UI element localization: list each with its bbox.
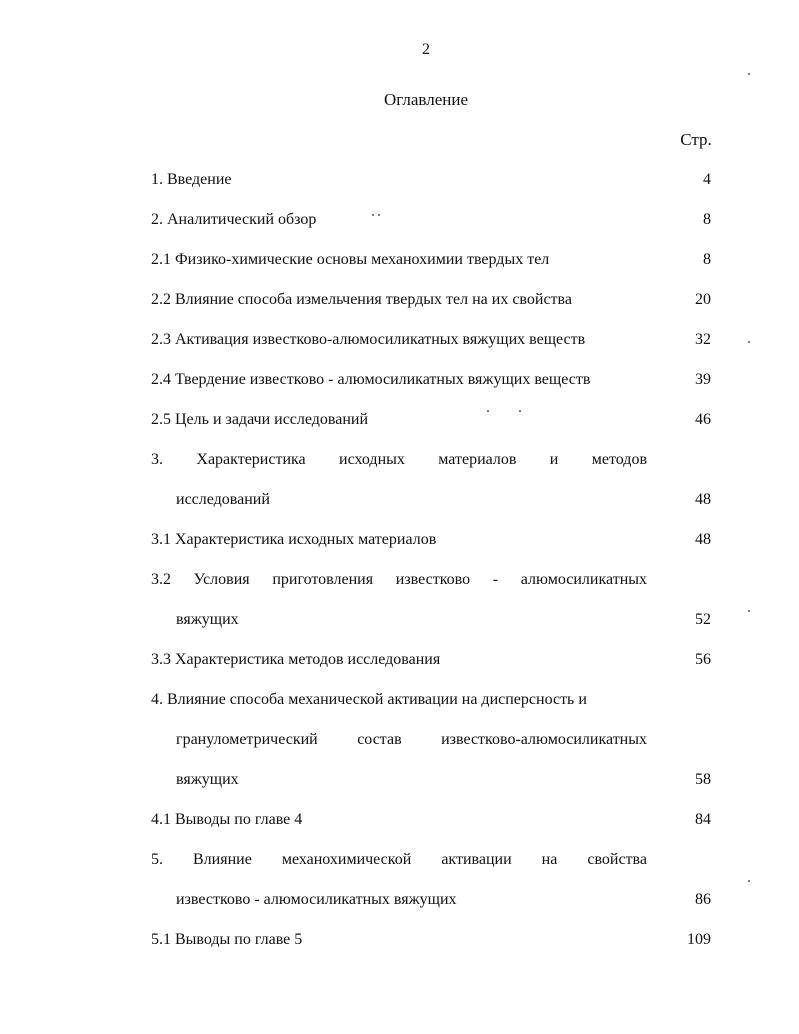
toc-entry-page: 46: [695, 411, 711, 428]
toc-line: [151, 406, 731, 446]
toc-line: [151, 766, 731, 806]
toc-entry-text: 3.2 Условия приготовления известково - алюмосиликатных: [151, 571, 647, 588]
toc-entry-page: 32: [695, 331, 711, 348]
toc-line: [151, 646, 731, 686]
toc-line: [151, 486, 731, 526]
toc-entry-text: 5. Влияние механохимической активации на свойства: [151, 851, 647, 868]
toc-line: [151, 566, 731, 606]
toc-line: [151, 726, 731, 766]
toc-entry-page: 48: [695, 531, 711, 548]
toc-entry-text: 4. Влияние способа механической активации на дисперсность и: [151, 691, 587, 708]
toc-entry-page: 8: [703, 211, 711, 228]
scan-speck: [748, 341, 750, 343]
toc-entry-text: вяжущих: [176, 771, 239, 788]
toc-line: [151, 926, 731, 966]
toc-entry-page: 84: [695, 811, 711, 828]
toc-line: [151, 206, 731, 246]
toc-entry-text: известково - алюмосиликатных вяжущих: [176, 891, 457, 908]
scan-speck: [519, 410, 521, 412]
toc-entry-page: 109: [687, 931, 711, 948]
toc-entry-page: 4: [703, 171, 711, 188]
toc-line: [151, 246, 731, 286]
toc-entry-text: 4.1 Выводы по главе 4: [151, 811, 303, 828]
scan-speck: [748, 880, 750, 882]
toc-entry-text: 2. Аналитический обзор: [151, 211, 317, 228]
toc-entry-text: 3.3 Характеристика методов исследования: [151, 651, 441, 668]
table-of-contents: [151, 166, 731, 966]
toc-title: Оглавление: [384, 90, 468, 109]
toc-line: [151, 446, 731, 486]
toc-line: [151, 846, 731, 886]
toc-entry-text: вяжущих: [176, 611, 239, 628]
toc-line: [151, 326, 731, 366]
toc-entry-text: 2.2 Влияние способа измельчения твердых тел на их свойства: [151, 291, 572, 308]
toc-line: [151, 366, 731, 406]
toc-entry-page: 58: [695, 771, 711, 788]
toc-entry-text: 2.5 Цель и задачи исследований: [151, 411, 369, 428]
toc-entry-page: 52: [695, 611, 711, 628]
toc-entry-page: 56: [695, 651, 711, 668]
toc-entry-text: 5.1 Выводы по главе 5: [151, 931, 303, 948]
toc-entry-text: 2.3 Активация известково-алюмосиликатных вяжущих веществ: [151, 331, 586, 348]
scan-speck: [748, 610, 750, 612]
scan-speck: [487, 410, 489, 412]
scan-speck: [372, 214, 374, 216]
toc-entry-text: 3. Характеристика исходных материалов и методов: [151, 451, 647, 468]
toc-entry-text: 2.1 Физико-химические основы механохимии твердых тел: [151, 251, 550, 268]
page-number: 2: [422, 41, 430, 58]
toc-entry-page: 20: [695, 291, 711, 308]
toc-entry-page: 48: [695, 491, 711, 508]
toc-line: [151, 286, 731, 326]
toc-line: [151, 686, 731, 726]
toc-entry-text: 3.1 Характеристика исходных материалов: [151, 531, 437, 548]
toc-entry-text: 2.4 Твердение известково - алюмосиликатных вяжущих веществ: [151, 371, 591, 388]
toc-entry-text: 1. Введение: [151, 171, 232, 188]
scan-speck: [748, 73, 750, 75]
toc-line: [151, 526, 731, 566]
toc-line: [151, 606, 731, 646]
toc-entry-page: 39: [695, 371, 711, 388]
scan-speck: [378, 214, 380, 216]
toc-entry-text: гранулометрический состав известково-алюмосиликатных: [176, 731, 647, 748]
toc-entry-page: 8: [703, 251, 711, 268]
toc-line: [151, 886, 731, 926]
toc-entry-text: исследований: [176, 491, 270, 508]
page-column-label: Стр.: [680, 130, 712, 149]
toc-entry-page: 86: [695, 891, 711, 908]
toc-line: [151, 806, 731, 846]
toc-line: [151, 166, 731, 206]
